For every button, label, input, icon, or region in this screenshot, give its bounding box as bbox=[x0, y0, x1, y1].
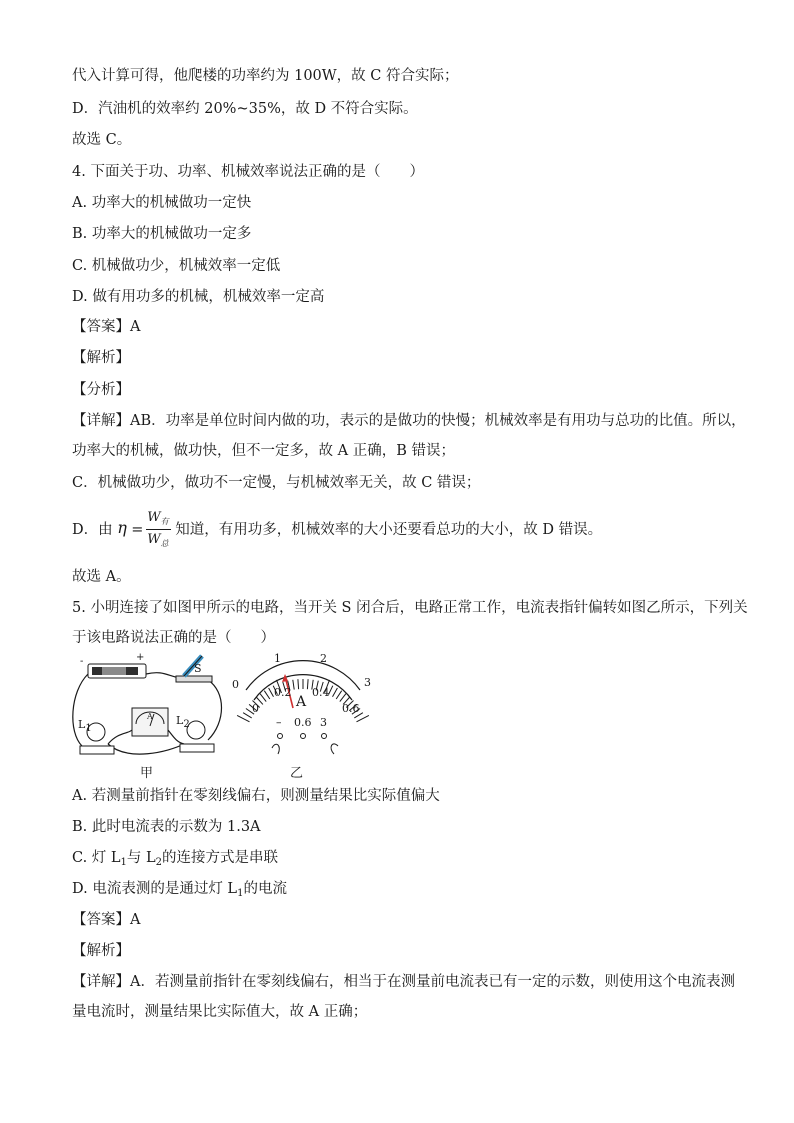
dial-tick bbox=[298, 679, 299, 689]
question-5-line-1: 5. 小明连接了如图甲所示的电路，当开关 S 闭合后，电路正常工作，电流表指针偏转如图乙所示，下列关 bbox=[72, 600, 748, 616]
q4-detail-2: 功率大的机械，做功快，但不一定多，故 A 正确，B 错误； bbox=[72, 443, 455, 459]
w-you-sub: 有 bbox=[160, 517, 169, 526]
q4-answer bbox=[72, 317, 140, 337]
answer-tag: 【答案】 bbox=[72, 319, 130, 335]
q5c-text-2: 与 L bbox=[126, 850, 156, 866]
line-1: 代入计算可得，他爬楼的功率约为 100W，故 C 符合实际； bbox=[72, 68, 459, 84]
top-scale-0: 0 bbox=[232, 678, 239, 691]
q4-detail-1 bbox=[72, 411, 746, 431]
lamp2-sub: 2 bbox=[183, 719, 190, 730]
denominator bbox=[147, 530, 168, 554]
top-scale-1: 1 bbox=[274, 652, 281, 665]
efficiency-formula bbox=[117, 510, 175, 548]
q5d-text-2: 的电流 bbox=[243, 881, 287, 897]
q5c-sub-1: 1 bbox=[120, 857, 127, 868]
detail-text-suffix: 知道，有用功多，机械效率的大小还要看总功的大小，故 D 错误。 bbox=[175, 522, 603, 538]
eta-symbol: η bbox=[117, 518, 127, 537]
bottom-scale-02: 0.2 bbox=[274, 686, 292, 699]
dial-tick bbox=[336, 691, 342, 699]
ammeter-dial-figure bbox=[228, 650, 378, 781]
q5-detail-1 bbox=[72, 972, 735, 992]
unit-label: A bbox=[296, 694, 307, 710]
q5c-text-3: 的连接方式是串联 bbox=[162, 850, 279, 866]
terminal-3: 3 bbox=[320, 716, 327, 729]
q5-option-a: A. 若测量前指针在零刻线偏右，则测量结果比实际值偏大 bbox=[72, 788, 440, 804]
dial-tick bbox=[269, 688, 274, 697]
dial-tick bbox=[340, 694, 346, 702]
q4-option-c: C. 机械做功少，机械效率一定低 bbox=[72, 258, 281, 274]
q5c-sub-2: 2 bbox=[155, 857, 163, 868]
detail-text: AB．功率是单位时间内做的功，表示的是做功的快慢；机械效率是有用功与总功的比值。所以， bbox=[130, 413, 746, 429]
battery-plus: + bbox=[136, 652, 145, 663]
answer-value: A bbox=[130, 912, 141, 928]
dial-tick bbox=[237, 715, 249, 721]
w-zong-sub: 总 bbox=[160, 539, 169, 548]
q4-detail-3: C．机械做功少，做功不一定慢，与机械效率无关，故 C 错误； bbox=[72, 475, 481, 491]
q5-answer bbox=[72, 910, 140, 930]
top-scale-2: 2 bbox=[320, 652, 327, 665]
q4-option-d: D. 做有用功多的机械，机械效率一定高 bbox=[72, 289, 325, 305]
dial-tick bbox=[293, 680, 294, 690]
dial-tick bbox=[357, 715, 369, 721]
question-4: 4. 下面关于功、功率、机械效率说法正确的是（ ） bbox=[72, 164, 424, 180]
answer-value: A bbox=[130, 319, 141, 335]
q5-option-b: B. 此时电流表的示数为 1.3A bbox=[72, 819, 261, 835]
q4-conclusion: 故选 A。 bbox=[72, 569, 131, 585]
q5-detail-2: 量电流时，测量结果比实际值大，故 A 正确； bbox=[72, 1004, 368, 1020]
q4-option-a: A. 功率大的机械做功一定快 bbox=[72, 195, 252, 211]
q5d-text-1: D. 电流表测的是通过灯 L bbox=[72, 881, 238, 897]
terminal-06: 0.6 bbox=[294, 716, 312, 729]
q4-option-b: B. 功率大的机械做功一定多 bbox=[72, 226, 252, 242]
bottom-scale-0: 0 bbox=[252, 702, 259, 715]
question-5-line-2: 于该电路说法正确的是（ ） bbox=[72, 630, 275, 646]
terminal-minus: – bbox=[276, 716, 282, 729]
detail-text-prefix: D．由 bbox=[72, 522, 113, 538]
detail-tag: 【详解】 bbox=[72, 974, 130, 990]
lamp1-label bbox=[78, 718, 92, 734]
answer-tag: 【答案】 bbox=[72, 912, 130, 928]
w-zong: W bbox=[147, 532, 161, 547]
dial-tick bbox=[260, 694, 266, 702]
q4-detail-4 bbox=[72, 510, 603, 548]
line-3: 故选 C。 bbox=[72, 132, 132, 148]
dial-tick bbox=[333, 688, 338, 697]
switch-label: S bbox=[194, 662, 202, 675]
dial-tick bbox=[307, 679, 308, 689]
q5-option-c bbox=[72, 848, 278, 873]
q4-fenxi-tag: 【分析】 bbox=[72, 382, 130, 398]
dial-tick bbox=[243, 713, 252, 718]
dial-tick bbox=[264, 691, 270, 699]
w-you: W bbox=[147, 510, 161, 525]
figure-caption-jia: 甲 bbox=[140, 766, 154, 781]
lamp2-label bbox=[176, 714, 190, 730]
lamp1-letter: L bbox=[78, 718, 86, 731]
figure-caption-yi: 乙 bbox=[290, 766, 304, 781]
meter-label: A bbox=[147, 712, 153, 721]
battery-minus: - bbox=[80, 656, 84, 667]
detail-tag: 【详解】 bbox=[72, 413, 130, 429]
equals-sign: = bbox=[131, 522, 144, 538]
top-scale-3: 3 bbox=[364, 676, 371, 689]
bottom-scale-06: 0.6 bbox=[342, 702, 360, 715]
detail-text: A．若测量前指针在零刻线偏右，相当于在测量前电流表已有一定的示数，则使用这个电流表测 bbox=[130, 974, 735, 990]
line-2: D．汽油机的效率约 20%~35%，故 D 不符合实际。 bbox=[72, 101, 418, 117]
bottom-scale-04: 0.4 bbox=[312, 686, 330, 699]
q4-analysis-tag: 【解析】 bbox=[72, 350, 130, 366]
q5-analysis-tag: 【解析】 bbox=[72, 943, 130, 959]
q5-option-d bbox=[72, 879, 287, 904]
lamp2-letter: L bbox=[176, 714, 184, 727]
q5d-sub: 1 bbox=[237, 888, 244, 899]
q5c-text-1: C. 灯 L bbox=[72, 850, 121, 866]
circuit-figure bbox=[68, 652, 228, 781]
lamp1-sub: 1 bbox=[85, 723, 92, 734]
